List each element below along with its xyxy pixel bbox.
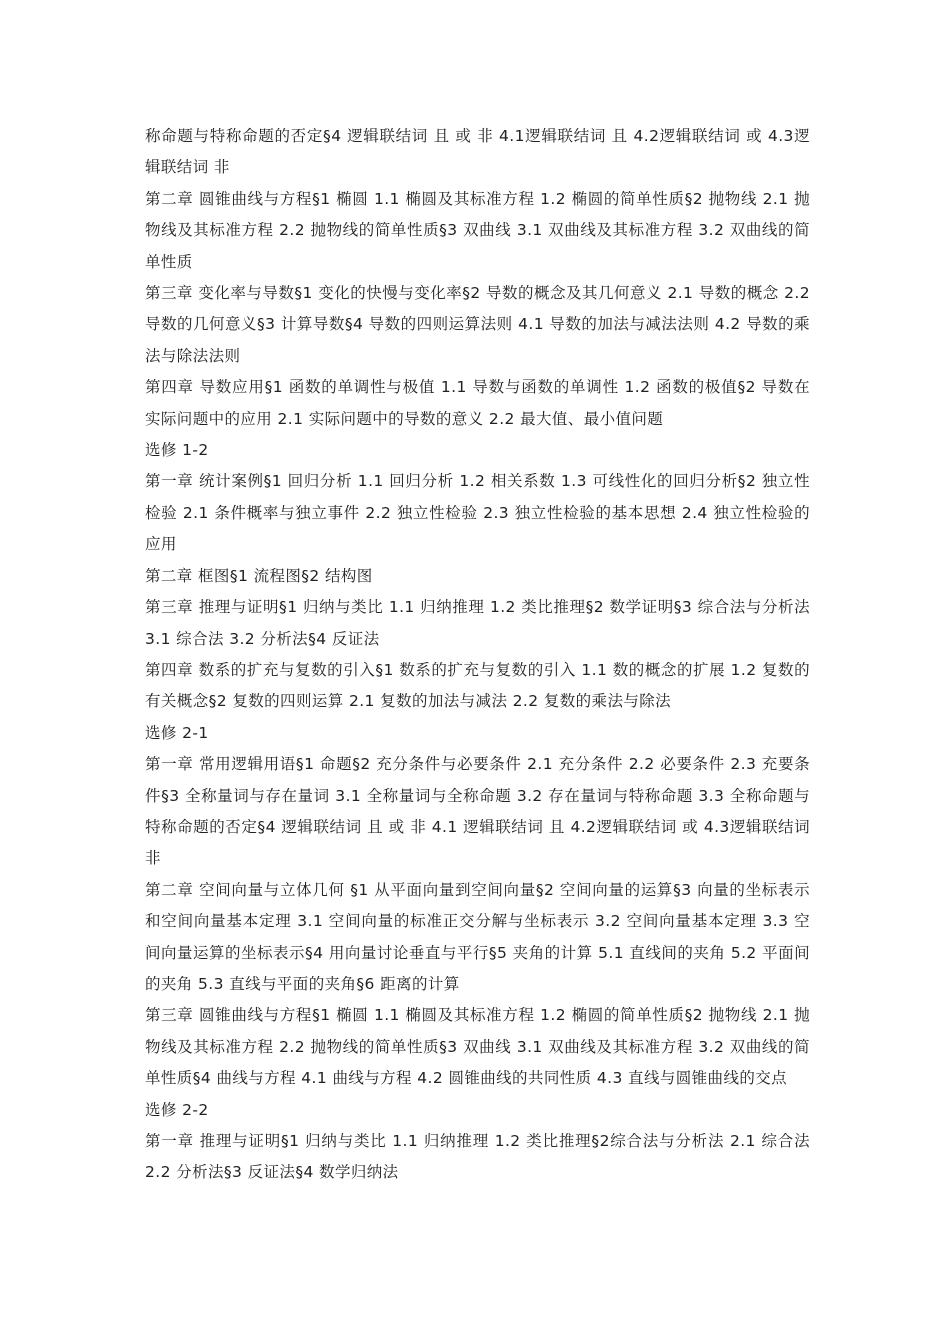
paragraph-chapter-4-complex-numbers: 第四章 数系的扩充与复数的引入§1 数系的扩充与复数的引入 1.1 数的概念的扩展 1.2 复数的有关概念§2 复数的四则运算 2.1 复数的加法与减法 2.2 复数的乘法与除法 [145, 660, 810, 711]
paragraph-chapter-3-derivatives: 第三章 变化率与导数§1 变化的快慢与变化率§2 导数的概念及其几何意义 2.1 导数的概念 2.2 导数的几何意义§3 计算导数§4 导数的四则运算法则 4.1 导数的加法与减法法则 4.2 导数的乘法与除法法则 [145, 284, 810, 365]
paragraph-chapter-3-conic-equations: 第三章 圆锥曲线与方程§1 椭圆 1.1 椭圆及其标准方程 1.2 椭圆的简单性质§2 抛物线 2.1 抛物线及其标准方程 2.2 抛物线的简单性质§3 双曲线 3.1 双曲线及其标准方程 3.2 双曲线的简单性质§4 曲线与方程 4.1 曲线与方程 4.2 圆锥曲线的共同性质 4.3 直线与圆锥曲线的交点 [145, 1006, 810, 1088]
paragraph-chapter-4-derivative-applications: 第四章 导数应用§1 函数的单调性与极值 1.1 导数与函数的单调性 1.2 函数的极值§2 导数在实际问题中的应用 2.1 实际问题中的导数的意义 2.2 最大值、最小值问题 [145, 378, 810, 428]
section-heading-elective-1-2: 选修 1-2 [145, 441, 209, 460]
paragraph-chapter-1-statistics: 第一章 统计案例§1 回归分析 1.1 回归分析 1.2 相关系数 1.3 可线性化的回归分析§2 独立性检验 2.1 条件概率与独立事件 2.2 独立性检验 2.3 独立性检验的基本思想 2.4 独立性检验的应用 [145, 472, 810, 554]
document-body [145, 121, 810, 1189]
paragraph-chapter-1-induction: 第一章 推理与证明§1 归纳与类比 1.1 归纳推理 1.2 类比推理§2综合法与分析法 2.1 综合法 2.2 分析法§3 反证法§4 数学归纳法 [145, 1132, 810, 1182]
section-heading-elective-2-1: 选修 2-1 [145, 723, 209, 742]
paragraph-logic-connectives-continued: 称命题与特称命题的否定§4 逻辑联结词 且 或 非 4.1逻辑联结词 且 4.2逻辑联结词 或 4.3逻辑联结词 非 [145, 127, 810, 177]
section-heading-elective-2-2: 选修 2-2 [145, 1100, 209, 1119]
paragraph-chapter-1-logic-terms: 第一章 常用逻辑用语§1 命题§2 充分条件与必要条件 2.1 充分条件 2.2 必要条件 2.3 充要条件§3 全称量词与存在量词 3.1 全称量词与全称命题 3.2 存在量词与特称命题 3.3 全称命题与特称命题的否定§4 逻辑联结词 且 或 非 4.1 逻辑联结词 且 4.2逻辑联结词 或 4.3逻辑联结词 非 [145, 755, 810, 868]
paragraph-chapter-2-space-vectors: 第二章 空间向量与立体几何 §1 从平面向量到空间向量§2 空间向量的运算§3 向量的坐标表示和空间向量基本定理 3.1 空间向量的标准正交分解与坐标表示 3.2 空间向量基本定理 3.3 空间向量运算的坐标表示§4 用向量讨论垂直与平行§5 夹角的计算 5.1 直线间的夹角 5.2 平面间的夹角 5.3 直线与平面的夹角§6 距离的计算 [145, 880, 810, 993]
paragraph-chapter-2-flowcharts: 第二章 框图§1 流程图§2 结构图 [145, 566, 373, 585]
paragraph-chapter-2-conic-sections: 第二章 圆锥曲线与方程§1 椭圆 1.1 椭圆及其标准方程 1.2 椭圆的简单性质§2 抛物线 2.1 抛物线及其标准方程 2.2 抛物线的简单性质§3 双曲线 3.1 双曲线及其标准方程 3.2 双曲线的简单性质 [145, 189, 810, 271]
paragraph-chapter-3-reasoning-proof: 第三章 推理与证明§1 归纳与类比 1.1 归纳推理 1.2 类比推理§2 数学证明§3 综合法与分析法 3.1 综合法 3.2 分析法§4 反证法 [145, 598, 810, 648]
